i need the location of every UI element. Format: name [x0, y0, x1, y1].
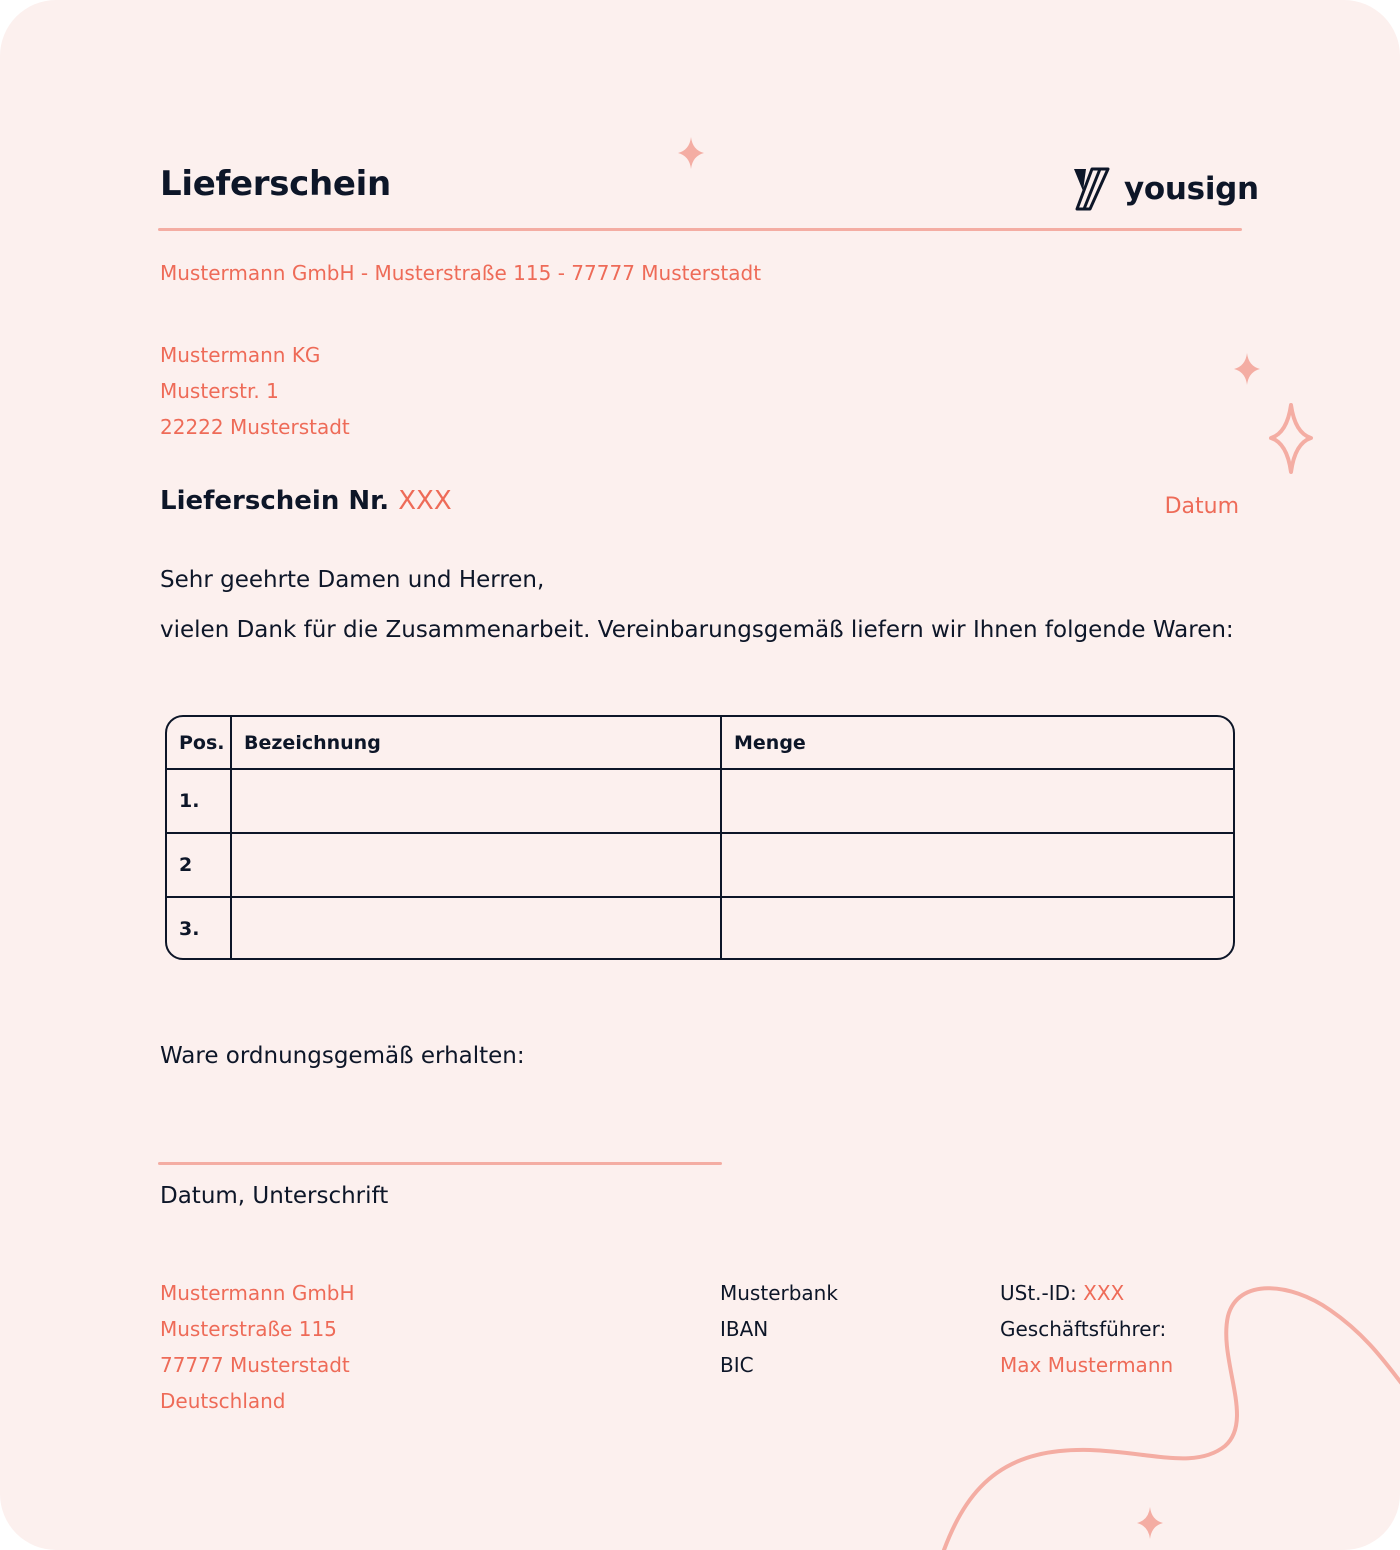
recipient-line: Musterstr. 1 [160, 379, 279, 403]
sparkle-outline-icon [1271, 405, 1311, 472]
footer-ceo-label: Geschäftsführer: [1000, 1317, 1167, 1341]
yousign-logo-icon [1072, 165, 1110, 213]
delivery-number-value: XXX [398, 486, 452, 516]
header-divider [158, 228, 1242, 231]
intro-text: vielen Dank für die Zusammenarbeit. Vereinbarungsgemäß liefern wir Ihnen folgende Waren: [160, 617, 1234, 643]
table-cell-position: 1. [167, 769, 231, 833]
column-header-description: Bezeichnung [231, 717, 721, 769]
table-cell-description [231, 769, 721, 833]
table-cell-quantity [721, 833, 1233, 897]
footer-vat-label: USt.-ID: [1000, 1281, 1077, 1305]
footer-vat-line [1000, 1275, 1173, 1311]
delivery-number-label: Lieferschein Nr. [160, 486, 390, 516]
greeting: Sehr geehrte Damen und Herren, [160, 567, 545, 593]
recipient-line: Mustermann KG [160, 343, 321, 367]
table-cell-position: 2 [167, 833, 231, 897]
footer-company-address [160, 1275, 355, 1419]
footer-vat-value: XXX [1083, 1281, 1125, 1305]
sparkle-icon [678, 137, 704, 169]
footer-bank-line: IBAN [720, 1317, 769, 1341]
footer-legal-details [1000, 1275, 1173, 1383]
footer-company-line: 77777 Musterstadt [160, 1353, 350, 1377]
goods-received-label: Ware ordnungsgemäß erhalten: [160, 1043, 525, 1069]
recipient-address [160, 337, 350, 445]
table-row [167, 833, 1233, 897]
date-label: Datum [1164, 494, 1239, 519]
footer-bank-line: Musterbank [720, 1281, 838, 1305]
items-table [165, 715, 1235, 960]
footer-company-line: Musterstraße 115 [160, 1317, 337, 1341]
table-header-row [167, 717, 1233, 769]
delivery-number-heading [160, 486, 452, 516]
table-cell-position: 3. [167, 897, 231, 960]
column-header-quantity: Menge [721, 717, 1233, 769]
table-row [167, 897, 1233, 960]
recipient-line: 22222 Musterstadt [160, 415, 350, 439]
sparkle-icon [1234, 353, 1260, 385]
document-title: Lieferschein [160, 164, 391, 204]
table-cell-description [231, 833, 721, 897]
sparkle-icon [1137, 1507, 1163, 1539]
table-cell-quantity [721, 897, 1233, 960]
footer-company-line: Deutschland [160, 1389, 286, 1413]
signature-line [158, 1162, 722, 1165]
sender-address-line: Mustermann GmbH - Musterstraße 115 - 77777 Musterstadt [160, 261, 762, 285]
table-row [167, 769, 1233, 833]
table-cell-quantity [721, 769, 1233, 833]
signature-label: Datum, Unterschrift [160, 1183, 389, 1209]
column-header-position: Pos. [167, 717, 231, 769]
footer-bank-line: BIC [720, 1353, 754, 1377]
footer-bank-details [720, 1275, 838, 1383]
footer-company-line: Mustermann GmbH [160, 1281, 355, 1305]
logo-text: yousign [1124, 171, 1259, 207]
table-cell-description [231, 897, 721, 960]
footer-ceo-name: Max Mustermann [1000, 1353, 1174, 1377]
brand-logo [1072, 164, 1259, 214]
